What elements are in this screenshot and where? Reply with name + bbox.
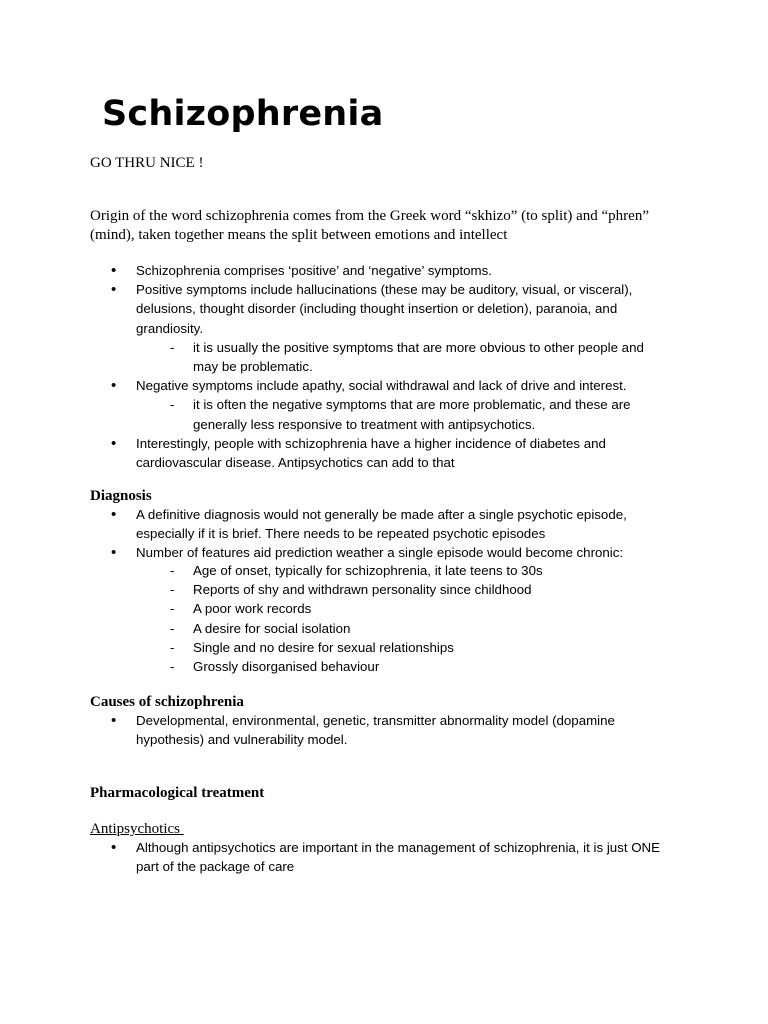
sub-list-item: - A poor work records bbox=[193, 599, 671, 618]
diagnosis-list bbox=[0, 505, 676, 563]
sub-list-item: - Reports of shy and withdrawn personality since childhood bbox=[193, 580, 671, 599]
list-item bbox=[0, 261, 676, 280]
origin-paragraph: Origin of the word schizophrenia comes from the Greek word “skhizo” (to split) and “phren” (mind), taken together means the split between emotions and intellect bbox=[90, 208, 649, 243]
list-item bbox=[0, 505, 676, 543]
causes-heading: Causes of schizophrenia bbox=[90, 694, 244, 710]
list-item-text: Developmental, environmental, genetic, transmitter abnormality model (dopamine hypothesis) and vulnerability model. bbox=[136, 713, 615, 748]
sub-list-item: - A desire for social isolation bbox=[193, 619, 671, 638]
sub-list-item: - Age of onset, typically for schizophrenia, it late teens to 30s bbox=[193, 561, 671, 580]
list-item-text: Negative symptoms include apathy, social withdrawal and lack of drive and interest. bbox=[136, 378, 627, 394]
sub-list-item: - it is usually the positive symptoms that are more obvious to other people and may be problematic. bbox=[193, 338, 671, 376]
list-item bbox=[0, 434, 676, 472]
diagnosis-features-list bbox=[136, 561, 671, 676]
list-item bbox=[0, 838, 676, 876]
sub-list-item: - it is often the negative symptoms that are more problematic, and these are generally less responsive to treatment with antipsychotics. bbox=[193, 395, 671, 433]
treatment-list bbox=[0, 838, 676, 876]
sub-list-item: - Grossly disorganised behaviour bbox=[193, 657, 671, 676]
causes-list bbox=[0, 711, 676, 749]
list-item bbox=[0, 280, 676, 376]
list-item-text: Interestingly, people with schizophrenia have a higher incidence of diabetes and cardiovascular disease. Antipsychotics can add to that bbox=[136, 435, 606, 471]
diagnosis-heading: Diagnosis bbox=[90, 488, 152, 504]
antipsychotics-subheading: Antipsychotics bbox=[90, 821, 184, 837]
list-item bbox=[0, 376, 676, 434]
list-item-text: Although antipsychotics are important in the management of schizophrenia, it is just ONE part of the package of care bbox=[136, 840, 661, 875]
symptoms-list bbox=[0, 261, 676, 472]
list-item-text: A definitive diagnosis would not generally be made after a single psychotic episode, especially if it is brief. There needs to be repeated psychotic episodes bbox=[136, 507, 627, 542]
list-item bbox=[0, 543, 676, 562]
treatment-heading: Pharmacological treatment bbox=[90, 785, 265, 801]
list-item bbox=[0, 711, 676, 749]
sub-list bbox=[136, 338, 676, 376]
list-item-text: Positive symptoms include hallucinations (these may be auditory, visual, or visceral), delusions, thought disorder (including thought insertion or deletion), paranoia, and grandiosity. bbox=[136, 282, 633, 336]
sub-list-item: - Single and no desire for sexual relationships bbox=[193, 638, 671, 657]
list-item-text: Schizophrenia comprises ‘positive’ and ‘negative’ symptoms. bbox=[136, 263, 492, 278]
document-title: Schizophrenia bbox=[102, 94, 384, 134]
list-item-text: Number of features aid prediction weather a single episode would become chronic: bbox=[136, 545, 624, 561]
sub-list bbox=[136, 395, 676, 433]
note-text: GO THRU NICE ! bbox=[90, 155, 204, 171]
